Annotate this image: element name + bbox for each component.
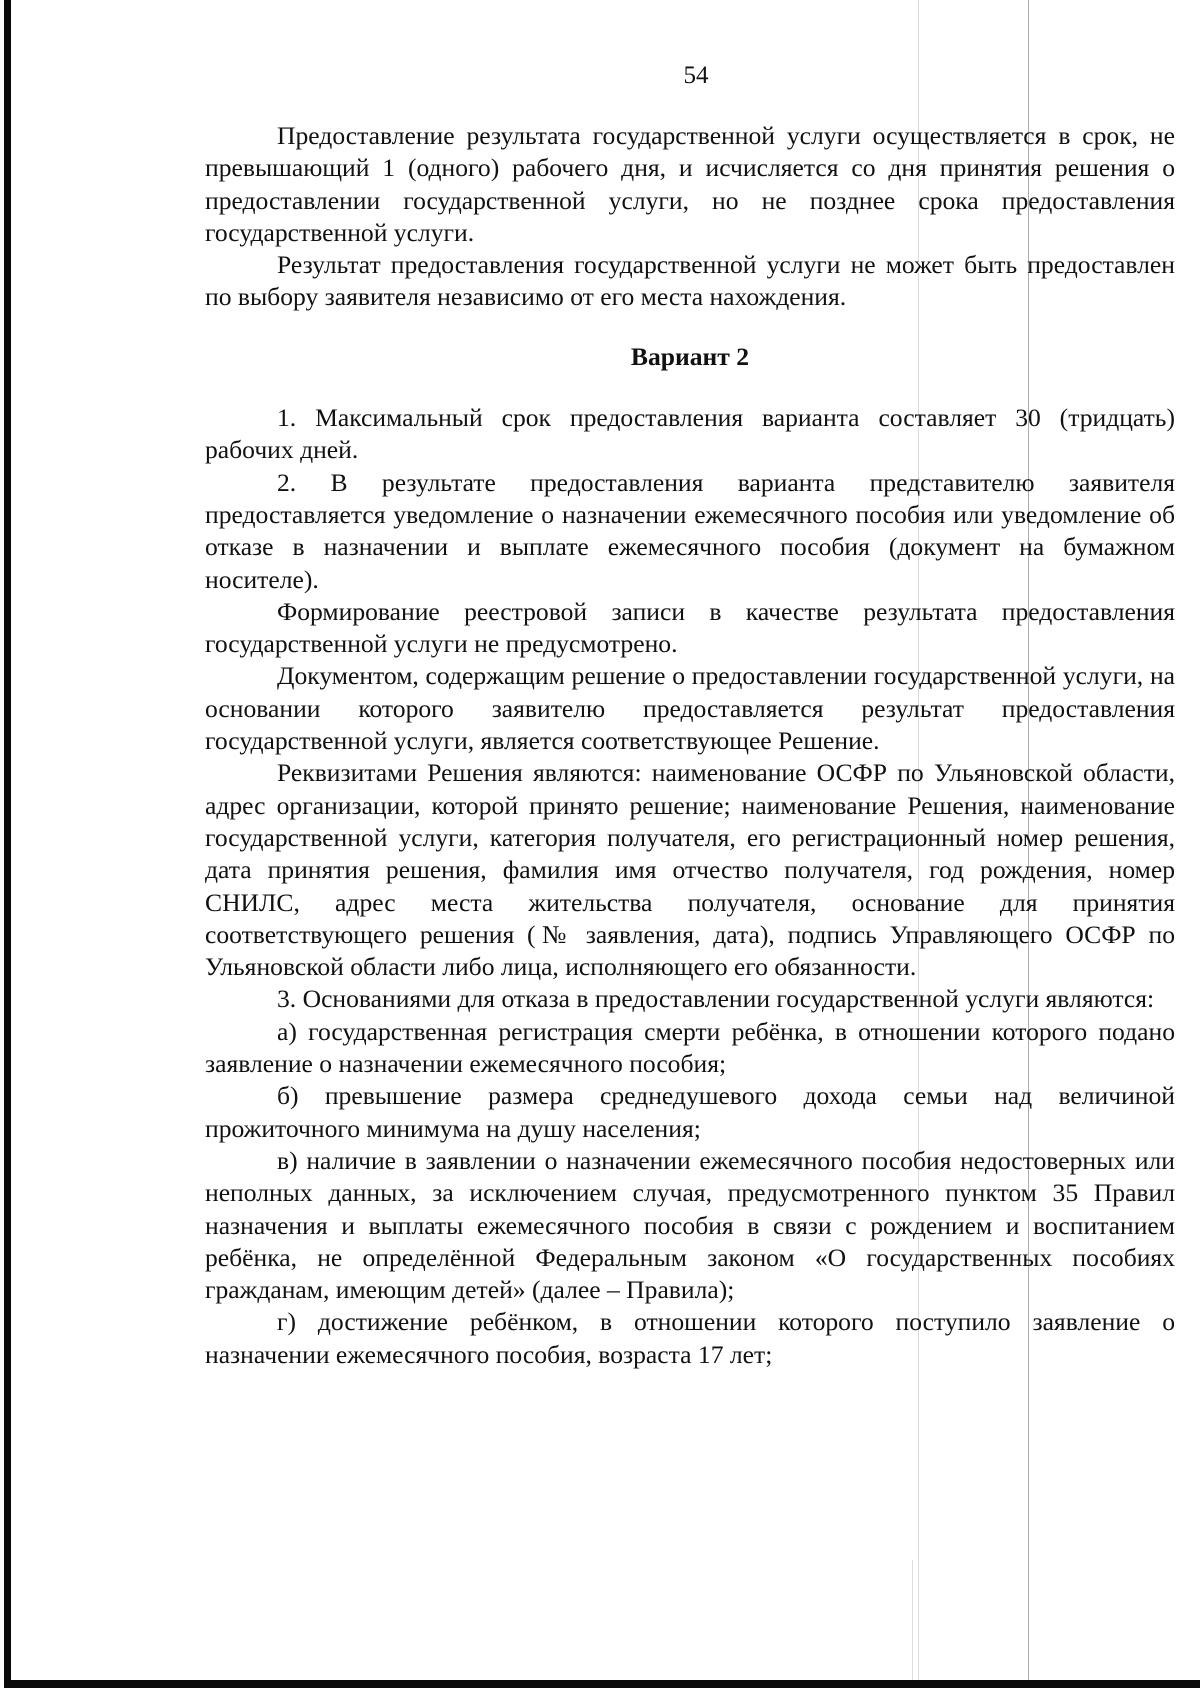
- scan-border-bottom: [4, 1680, 1200, 1688]
- paragraph: Предоставление результата государственной услуги осуществляется в срок, не превышающий 1 (одного) рабочего дня, и исчисляется со дня принятия решения о предоставлении государственной услуги, но не позднее срока предоставления государственной услуги.: [205, 121, 1175, 247]
- paragraph: Реквизитами Решения являются: наименование ОСФР по Ульяновской области, адрес организации, которой принято решение; наименование Решения, наименование государственной услуги, категория получателя, его регистрационный номер решения, дата принятия решения, фамилия имя отчество получателя, год рождения, номер СНИЛС, адрес места жительства получателя, основание для принятия соответствующего решения (№ заявления, дата), подпись Управляющего ОСФР по Ульяновской области либо лица, исполняющего его обязанности.: [205, 758, 1175, 982]
- scan-fold-line: [912, 1560, 913, 1680]
- paragraph: 2. В результате предоставления варианта представителю заявителя предоставляется уведомление о назначении ежемесячного пособия или уведомление об отказе в назначении и выплате ежемесячного пособия (документ на бумажном носителе).: [205, 467, 1175, 594]
- document-body: [205, 120, 1175, 1371]
- paragraph: в) наличие в заявлении о назначении ежемесячного пособия недостоверных или неполных данных, за исключением случая, предусмотренного пунктом 35 Правил назначения и выплаты ежемесячного пособия в связи с рождением и воспитанием ребёнка, не определённой Федеральным законом «О государственных пособиях гражданам, имеющим детей» (далее – Правила);: [205, 1145, 1175, 1305]
- paragraph: 3. Основаниями для отказа в предоставлении государственной услуги являются:: [277, 984, 1155, 1014]
- paragraph: Формирование реестровой записи в качестве результата предоставления государственной услуги не предусмотрено.: [205, 596, 1175, 659]
- page-number: 54: [683, 62, 709, 89]
- paragraph: б) превышение размера среднедушевого дохода семьи над величиной прожиточного минимума на душу населения;: [205, 1081, 1175, 1143]
- scan-border-left: [4, 0, 11, 1686]
- paragraph: Документом, содержащим решение о предоставлении государственной услуги, на основании которого заявителю предоставляется результат предоставления государственной услуги, является соответствующее Решение.: [205, 661, 1175, 756]
- paragraph: Результат предоставления государственной услуги не может быть предоставлен по выбору заявителя независимо от его места нахождения.: [205, 250, 1175, 312]
- section-heading: Вариант 2: [630, 341, 750, 371]
- paragraph: г) достижение ребёнком, в отношении которого поступило заявление о назначении ежемесячного пособия, возраста 17 лет;: [205, 1307, 1175, 1369]
- paragraph: 1. Максимальный срок предоставления варианта составляет 30 (тридцать) рабочих дней.: [205, 403, 1175, 465]
- paragraph: а) государственная регистрация смерти ребёнка, в отношении которого подано заявление о назначении ежемесячного пособия;: [205, 1016, 1175, 1079]
